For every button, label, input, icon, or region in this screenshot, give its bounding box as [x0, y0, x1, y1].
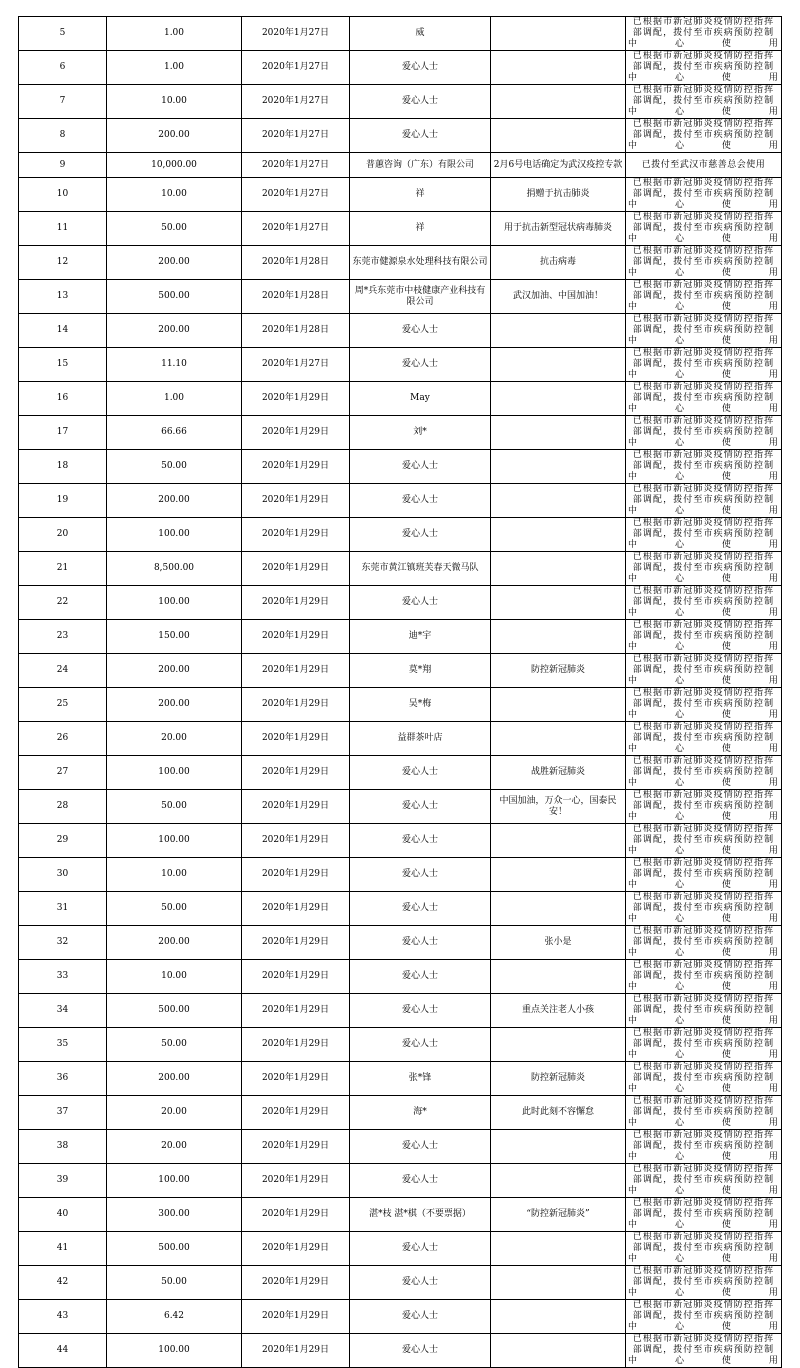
amount-cell: 10,000.00 — [107, 153, 242, 178]
table-row — [19, 1062, 782, 1096]
amount-cell: 500.00 — [107, 1232, 242, 1266]
purpose-cell — [491, 552, 626, 586]
date-cell: 2020年1月29日 — [242, 450, 350, 484]
purpose-cell: 用于抗击新型冠状病毒肺炎 — [491, 212, 626, 246]
row-number-cell: 8 — [19, 119, 107, 153]
row-number-cell: 25 — [19, 688, 107, 722]
date-cell: 2020年1月27日 — [242, 153, 350, 178]
donor-cell: 爱心人士 — [350, 119, 491, 153]
amount-cell: 200.00 — [107, 119, 242, 153]
date-cell: 2020年1月27日 — [242, 212, 350, 246]
table-row — [19, 858, 782, 892]
usage-cell: 已根据市新冠肺炎疫情防控指挥部调配，拨付至市疾病预防控制中心使用 — [626, 280, 782, 314]
amount-cell: 6.42 — [107, 1300, 242, 1334]
date-cell: 2020年1月27日 — [242, 85, 350, 119]
row-number-cell: 43 — [19, 1300, 107, 1334]
table-row — [19, 1266, 782, 1300]
date-cell: 2020年1月29日 — [242, 1164, 350, 1198]
purpose-cell: 抗击病毒 — [491, 246, 626, 280]
table-row — [19, 382, 782, 416]
amount-cell: 20.00 — [107, 1096, 242, 1130]
date-cell: 2020年1月29日 — [242, 484, 350, 518]
row-number-cell: 24 — [19, 654, 107, 688]
table-row — [19, 119, 782, 153]
row-number-cell: 38 — [19, 1130, 107, 1164]
amount-cell: 50.00 — [107, 1028, 242, 1062]
usage-cell: 已根据市新冠肺炎疫情防控指挥部调配，拨付至市疾病预防控制中心使用 — [626, 85, 782, 119]
purpose-cell — [491, 17, 626, 51]
amount-cell: 50.00 — [107, 212, 242, 246]
amount-cell: 1.00 — [107, 382, 242, 416]
donor-cell: 爱心人士 — [350, 1130, 491, 1164]
table-row — [19, 960, 782, 994]
purpose-cell — [491, 51, 626, 85]
usage-cell: 已根据市新冠肺炎疫情防控指挥部调配，拨付至市疾病预防控制中心使用 — [626, 824, 782, 858]
amount-cell: 10.00 — [107, 858, 242, 892]
donor-cell: 爱心人士 — [350, 756, 491, 790]
date-cell: 2020年1月29日 — [242, 756, 350, 790]
purpose-cell: 此时此刻不容懈怠 — [491, 1096, 626, 1130]
date-cell: 2020年1月29日 — [242, 790, 350, 824]
row-number-cell: 18 — [19, 450, 107, 484]
usage-cell: 已根据市新冠肺炎疫情防控指挥部调配，拨付至市疾病预防控制中心使用 — [626, 688, 782, 722]
row-number-cell: 41 — [19, 1232, 107, 1266]
usage-cell: 已根据市新冠肺炎疫情防控指挥部调配，拨付至市疾病预防控制中心使用 — [626, 1334, 782, 1368]
table-row — [19, 51, 782, 85]
amount-cell: 10.00 — [107, 178, 242, 212]
usage-cell: 已根据市新冠肺炎疫情防控指挥部调配，拨付至市疾病预防控制中心使用 — [626, 620, 782, 654]
usage-cell: 已根据市新冠肺炎疫情防控指挥部调配，拨付至市疾病预防控制中心使用 — [626, 756, 782, 790]
donor-cell: May — [350, 382, 491, 416]
donor-cell: 爱心人士 — [350, 586, 491, 620]
table-row — [19, 1028, 782, 1062]
table-row — [19, 1232, 782, 1266]
amount-cell: 200.00 — [107, 926, 242, 960]
table-row — [19, 1198, 782, 1232]
donor-cell: 普蕙咨询（广东）有限公司 — [350, 153, 491, 178]
date-cell: 2020年1月29日 — [242, 688, 350, 722]
usage-cell: 已根据市新冠肺炎疫情防控指挥部调配，拨付至市疾病预防控制中心使用 — [626, 51, 782, 85]
table-row — [19, 246, 782, 280]
donor-cell: 爱心人士 — [350, 1266, 491, 1300]
date-cell: 2020年1月29日 — [242, 1300, 350, 1334]
amount-cell: 500.00 — [107, 994, 242, 1028]
row-number-cell: 42 — [19, 1266, 107, 1300]
purpose-cell — [491, 1028, 626, 1062]
date-cell: 2020年1月29日 — [242, 552, 350, 586]
table-row — [19, 17, 782, 51]
table-row — [19, 518, 782, 552]
usage-cell: 已根据市新冠肺炎疫情防控指挥部调配，拨付至市疾病预防控制中心使用 — [626, 246, 782, 280]
row-number-cell: 36 — [19, 1062, 107, 1096]
date-cell: 2020年1月27日 — [242, 119, 350, 153]
donor-cell: 迪*宇 — [350, 620, 491, 654]
amount-cell: 100.00 — [107, 1164, 242, 1198]
purpose-cell — [491, 1130, 626, 1164]
amount-cell: 150.00 — [107, 620, 242, 654]
table-row — [19, 994, 782, 1028]
amount-cell: 66.66 — [107, 416, 242, 450]
table-row — [19, 450, 782, 484]
amount-cell: 100.00 — [107, 586, 242, 620]
date-cell: 2020年1月29日 — [242, 1130, 350, 1164]
purpose-cell — [491, 688, 626, 722]
table-row — [19, 722, 782, 756]
row-number-cell: 34 — [19, 994, 107, 1028]
row-number-cell: 26 — [19, 722, 107, 756]
donor-cell: 湛*枝 湛*棋（不要票据） — [350, 1198, 491, 1232]
purpose-cell — [491, 824, 626, 858]
usage-cell: 已根据市新冠肺炎疫情防控指挥部调配，拨付至市疾病预防控制中心使用 — [626, 994, 782, 1028]
purpose-cell — [491, 416, 626, 450]
amount-cell: 500.00 — [107, 280, 242, 314]
row-number-cell: 20 — [19, 518, 107, 552]
purpose-cell — [491, 1266, 626, 1300]
amount-cell: 200.00 — [107, 688, 242, 722]
date-cell: 2020年1月29日 — [242, 1232, 350, 1266]
usage-cell: 已根据市新冠肺炎疫情防控指挥部调配，拨付至市疾病预防控制中心使用 — [626, 314, 782, 348]
amount-cell: 200.00 — [107, 484, 242, 518]
table-row — [19, 552, 782, 586]
row-number-cell: 14 — [19, 314, 107, 348]
donation-table-body — [19, 17, 782, 1368]
table-row — [19, 1334, 782, 1368]
donor-cell: 莫*翔 — [350, 654, 491, 688]
row-number-cell: 9 — [19, 153, 107, 178]
usage-cell: 已根据市新冠肺炎疫情防控指挥部调配，拨付至市疾病预防控制中心使用 — [626, 416, 782, 450]
table-row — [19, 484, 782, 518]
date-cell: 2020年1月27日 — [242, 51, 350, 85]
amount-cell: 100.00 — [107, 1334, 242, 1368]
table-row — [19, 620, 782, 654]
amount-cell: 10.00 — [107, 85, 242, 119]
table-row — [19, 314, 782, 348]
usage-cell: 已根据市新冠肺炎疫情防控指挥部调配，拨付至市疾病预防控制中心使用 — [626, 1164, 782, 1198]
donor-cell: 刘* — [350, 416, 491, 450]
donor-cell: 爱心人士 — [350, 824, 491, 858]
donor-cell: 海* — [350, 1096, 491, 1130]
table-row — [19, 212, 782, 246]
date-cell: 2020年1月29日 — [242, 654, 350, 688]
table-row — [19, 1130, 782, 1164]
date-cell: 2020年1月29日 — [242, 1266, 350, 1300]
amount-cell: 50.00 — [107, 1266, 242, 1300]
purpose-cell — [491, 960, 626, 994]
table-row — [19, 1096, 782, 1130]
date-cell: 2020年1月29日 — [242, 994, 350, 1028]
donor-cell: 爱心人士 — [350, 518, 491, 552]
donor-cell: 爱心人士 — [350, 858, 491, 892]
amount-cell: 200.00 — [107, 246, 242, 280]
usage-cell: 已根据市新冠肺炎疫情防控指挥部调配，拨付至市疾病预防控制中心使用 — [626, 1028, 782, 1062]
row-number-cell: 17 — [19, 416, 107, 450]
donation-document-page — [18, 16, 781, 1368]
amount-cell: 11.10 — [107, 348, 242, 382]
usage-cell: 已根据市新冠肺炎疫情防控指挥部调配，拨付至市疾病预防控制中心使用 — [626, 119, 782, 153]
usage-cell: 已根据市新冠肺炎疫情防控指挥部调配，拨付至市疾病预防控制中心使用 — [626, 17, 782, 51]
row-number-cell: 35 — [19, 1028, 107, 1062]
table-row — [19, 1300, 782, 1334]
donor-cell: 爱心人士 — [350, 994, 491, 1028]
row-number-cell: 16 — [19, 382, 107, 416]
usage-cell: 已根据市新冠肺炎疫情防控指挥部调配，拨付至市疾病预防控制中心使用 — [626, 1266, 782, 1300]
date-cell: 2020年1月27日 — [242, 348, 350, 382]
purpose-cell — [491, 722, 626, 756]
usage-cell: 已根据市新冠肺炎疫情防控指挥部调配，拨付至市疾病预防控制中心使用 — [626, 348, 782, 382]
amount-cell: 50.00 — [107, 790, 242, 824]
purpose-cell: 防控新冠肺炎 — [491, 654, 626, 688]
usage-cell: 已根据市新冠肺炎疫情防控指挥部调配，拨付至市疾病预防控制中心使用 — [626, 926, 782, 960]
row-number-cell: 28 — [19, 790, 107, 824]
usage-cell: 已根据市新冠肺炎疫情防控指挥部调配，拨付至市疾病预防控制中心使用 — [626, 552, 782, 586]
donor-cell: 祥 — [350, 212, 491, 246]
donor-cell: 威 — [350, 17, 491, 51]
date-cell: 2020年1月29日 — [242, 824, 350, 858]
amount-cell: 50.00 — [107, 450, 242, 484]
table-row — [19, 824, 782, 858]
usage-cell: 已根据市新冠肺炎疫情防控指挥部调配，拨付至市疾病预防控制中心使用 — [626, 518, 782, 552]
row-number-cell: 19 — [19, 484, 107, 518]
usage-cell: 已根据市新冠肺炎疫情防控指挥部调配，拨付至市疾病预防控制中心使用 — [626, 382, 782, 416]
donation-table — [18, 16, 782, 1368]
date-cell: 2020年1月29日 — [242, 518, 350, 552]
purpose-cell — [491, 382, 626, 416]
date-cell: 2020年1月27日 — [242, 17, 350, 51]
date-cell: 2020年1月29日 — [242, 892, 350, 926]
amount-cell: 20.00 — [107, 722, 242, 756]
date-cell: 2020年1月28日 — [242, 280, 350, 314]
amount-cell: 20.00 — [107, 1130, 242, 1164]
row-number-cell: 30 — [19, 858, 107, 892]
row-number-cell: 12 — [19, 246, 107, 280]
usage-cell: 已根据市新冠肺炎疫情防控指挥部调配，拨付至市疾病预防控制中心使用 — [626, 1232, 782, 1266]
purpose-cell — [491, 348, 626, 382]
donor-cell: 爱心人士 — [350, 1232, 491, 1266]
row-number-cell: 33 — [19, 960, 107, 994]
purpose-cell: 2月6号电话确定为武汉疫控专款 — [491, 153, 626, 178]
donor-cell: 东莞市健源泉水处理科技有限公司 — [350, 246, 491, 280]
usage-cell: 已根据市新冠肺炎疫情防控指挥部调配，拨付至市疾病预防控制中心使用 — [626, 790, 782, 824]
table-row — [19, 756, 782, 790]
usage-cell: 已根据市新冠肺炎疫情防控指挥部调配，拨付至市疾病预防控制中心使用 — [626, 1300, 782, 1334]
usage-cell: 已根据市新冠肺炎疫情防控指挥部调配，拨付至市疾病预防控制中心使用 — [626, 484, 782, 518]
date-cell: 2020年1月29日 — [242, 382, 350, 416]
date-cell: 2020年1月29日 — [242, 926, 350, 960]
usage-cell: 已根据市新冠肺炎疫情防控指挥部调配，拨付至市疾病预防控制中心使用 — [626, 1062, 782, 1096]
usage-cell: 已根据市新冠肺炎疫情防控指挥部调配，拨付至市疾病预防控制中心使用 — [626, 654, 782, 688]
donor-cell: 爱心人士 — [350, 85, 491, 119]
amount-cell: 1.00 — [107, 51, 242, 85]
amount-cell: 10.00 — [107, 960, 242, 994]
row-number-cell: 5 — [19, 17, 107, 51]
donor-cell: 爱心人士 — [350, 1164, 491, 1198]
usage-cell: 已根据市新冠肺炎疫情防控指挥部调配，拨付至市疾病预防控制中心使用 — [626, 1198, 782, 1232]
purpose-cell — [491, 620, 626, 654]
donor-cell: 爱心人士 — [350, 892, 491, 926]
row-number-cell: 10 — [19, 178, 107, 212]
purpose-cell — [491, 586, 626, 620]
usage-cell: 已拨付至武汉市慈善总会使用 — [626, 153, 782, 178]
table-row — [19, 688, 782, 722]
donor-cell: 爱心人士 — [350, 51, 491, 85]
amount-cell: 200.00 — [107, 314, 242, 348]
table-row — [19, 926, 782, 960]
donor-cell: 爱心人士 — [350, 484, 491, 518]
date-cell: 2020年1月28日 — [242, 246, 350, 280]
row-number-cell: 6 — [19, 51, 107, 85]
purpose-cell: 防控新冠肺炎 — [491, 1062, 626, 1096]
purpose-cell: 捐赠于抗击肺炎 — [491, 178, 626, 212]
table-row — [19, 892, 782, 926]
purpose-cell — [491, 1334, 626, 1368]
donor-cell: 周*兵东莞市中枝健康产业科技有限公司 — [350, 280, 491, 314]
row-number-cell: 13 — [19, 280, 107, 314]
donor-cell: 爱心人士 — [350, 314, 491, 348]
date-cell: 2020年1月29日 — [242, 722, 350, 756]
amount-cell: 100.00 — [107, 518, 242, 552]
row-number-cell: 7 — [19, 85, 107, 119]
donor-cell: 爱心人士 — [350, 450, 491, 484]
table-row — [19, 416, 782, 450]
donor-cell: 爱心人士 — [350, 960, 491, 994]
purpose-cell — [491, 119, 626, 153]
date-cell: 2020年1月29日 — [242, 416, 350, 450]
amount-cell: 50.00 — [107, 892, 242, 926]
usage-cell: 已根据市新冠肺炎疫情防控指挥部调配，拨付至市疾病预防控制中心使用 — [626, 960, 782, 994]
purpose-cell: 中国加油，万众一心，国泰民安！ — [491, 790, 626, 824]
purpose-cell — [491, 1232, 626, 1266]
row-number-cell: 32 — [19, 926, 107, 960]
date-cell: 2020年1月29日 — [242, 620, 350, 654]
row-number-cell: 11 — [19, 212, 107, 246]
purpose-cell: 重点关注老人小孩 — [491, 994, 626, 1028]
usage-cell: 已根据市新冠肺炎疫情防控指挥部调配，拨付至市疾病预防控制中心使用 — [626, 1130, 782, 1164]
date-cell: 2020年1月29日 — [242, 960, 350, 994]
table-row — [19, 178, 782, 212]
row-number-cell: 23 — [19, 620, 107, 654]
purpose-cell — [491, 314, 626, 348]
date-cell: 2020年1月29日 — [242, 586, 350, 620]
purpose-cell: “防控新冠肺炎” — [491, 1198, 626, 1232]
purpose-cell: 武汉加油、中国加油！ — [491, 280, 626, 314]
row-number-cell: 29 — [19, 824, 107, 858]
date-cell: 2020年1月27日 — [242, 178, 350, 212]
donor-cell: 爱心人士 — [350, 926, 491, 960]
amount-cell: 100.00 — [107, 824, 242, 858]
donor-cell: 祥 — [350, 178, 491, 212]
row-number-cell: 39 — [19, 1164, 107, 1198]
date-cell: 2020年1月29日 — [242, 1198, 350, 1232]
table-row — [19, 153, 782, 178]
usage-cell: 已根据市新冠肺炎疫情防控指挥部调配，拨付至市疾病预防控制中心使用 — [626, 722, 782, 756]
row-number-cell: 21 — [19, 552, 107, 586]
amount-cell: 200.00 — [107, 654, 242, 688]
row-number-cell: 44 — [19, 1334, 107, 1368]
table-row — [19, 85, 782, 119]
donor-cell: 爱心人士 — [350, 1300, 491, 1334]
usage-cell: 已根据市新冠肺炎疫情防控指挥部调配，拨付至市疾病预防控制中心使用 — [626, 858, 782, 892]
table-row — [19, 654, 782, 688]
purpose-cell — [491, 1164, 626, 1198]
purpose-cell — [491, 1300, 626, 1334]
donor-cell: 爱心人士 — [350, 348, 491, 382]
table-row — [19, 790, 782, 824]
date-cell: 2020年1月29日 — [242, 1062, 350, 1096]
row-number-cell: 40 — [19, 1198, 107, 1232]
row-number-cell: 37 — [19, 1096, 107, 1130]
donor-cell: 爱心人士 — [350, 1334, 491, 1368]
table-row — [19, 280, 782, 314]
donor-cell: 爱心人士 — [350, 1028, 491, 1062]
purpose-cell — [491, 484, 626, 518]
table-row — [19, 1164, 782, 1198]
donor-cell: 爱心人士 — [350, 790, 491, 824]
usage-cell: 已根据市新冠肺炎疫情防控指挥部调配，拨付至市疾病预防控制中心使用 — [626, 1096, 782, 1130]
date-cell: 2020年1月29日 — [242, 858, 350, 892]
donor-cell: 吴*梅 — [350, 688, 491, 722]
purpose-cell — [491, 85, 626, 119]
amount-cell: 100.00 — [107, 756, 242, 790]
usage-cell: 已根据市新冠肺炎疫情防控指挥部调配，拨付至市疾病预防控制中心使用 — [626, 450, 782, 484]
date-cell: 2020年1月29日 — [242, 1096, 350, 1130]
table-row — [19, 348, 782, 382]
purpose-cell — [491, 858, 626, 892]
amount-cell: 8,500.00 — [107, 552, 242, 586]
donor-cell: 益群茶叶店 — [350, 722, 491, 756]
purpose-cell: 张小是 — [491, 926, 626, 960]
usage-cell: 已根据市新冠肺炎疫情防控指挥部调配，拨付至市疾病预防控制中心使用 — [626, 586, 782, 620]
amount-cell: 200.00 — [107, 1062, 242, 1096]
amount-cell: 1.00 — [107, 17, 242, 51]
purpose-cell — [491, 450, 626, 484]
purpose-cell — [491, 518, 626, 552]
purpose-cell — [491, 892, 626, 926]
row-number-cell: 27 — [19, 756, 107, 790]
donor-cell: 东莞市黄江镇班芙春天微马队 — [350, 552, 491, 586]
donor-cell: 张*锋 — [350, 1062, 491, 1096]
row-number-cell: 22 — [19, 586, 107, 620]
purpose-cell: 战胜新冠肺炎 — [491, 756, 626, 790]
amount-cell: 300.00 — [107, 1198, 242, 1232]
row-number-cell: 15 — [19, 348, 107, 382]
usage-cell: 已根据市新冠肺炎疫情防控指挥部调配，拨付至市疾病预防控制中心使用 — [626, 892, 782, 926]
row-number-cell: 31 — [19, 892, 107, 926]
date-cell: 2020年1月28日 — [242, 314, 350, 348]
date-cell: 2020年1月29日 — [242, 1334, 350, 1368]
usage-cell: 已根据市新冠肺炎疫情防控指挥部调配，拨付至市疾病预防控制中心使用 — [626, 178, 782, 212]
table-row — [19, 586, 782, 620]
usage-cell: 已根据市新冠肺炎疫情防控指挥部调配，拨付至市疾病预防控制中心使用 — [626, 212, 782, 246]
date-cell: 2020年1月29日 — [242, 1028, 350, 1062]
